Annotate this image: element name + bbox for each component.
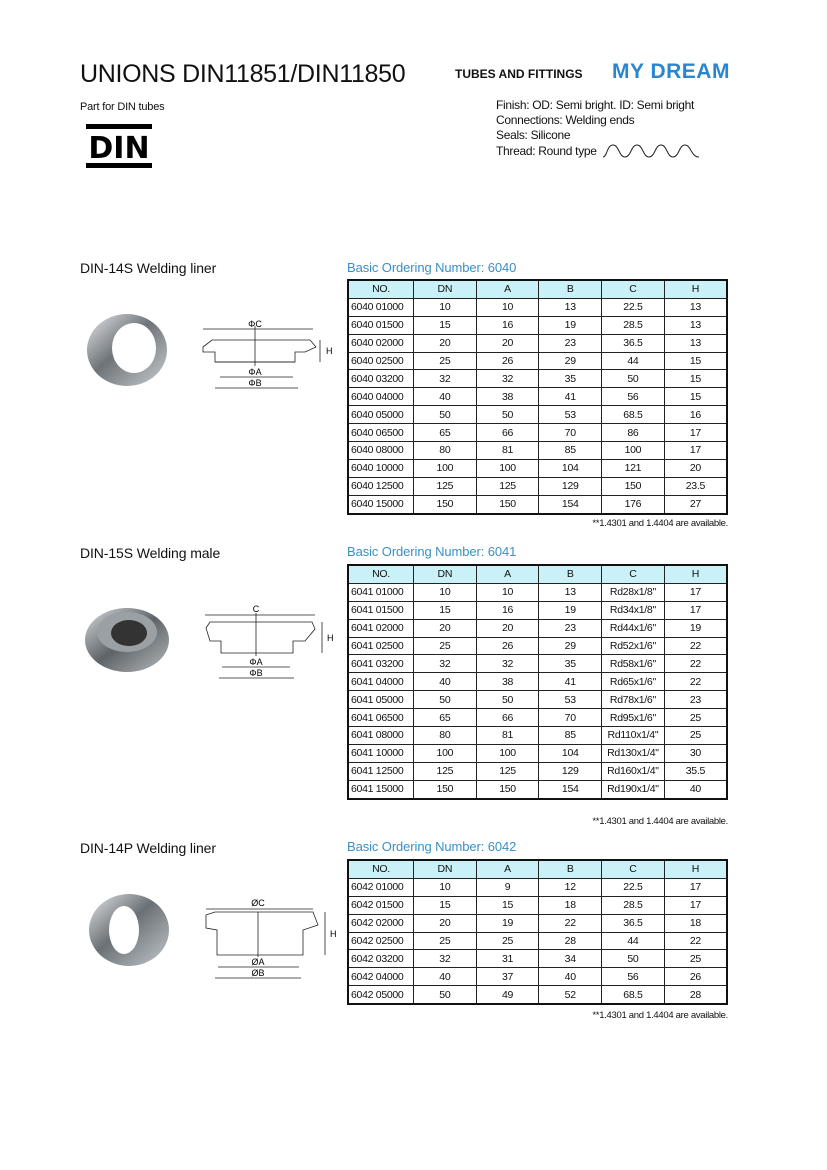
table-cell: 6041 06500 xyxy=(348,709,414,727)
table-cell: Rd58x1/6" xyxy=(602,655,665,673)
column-header: DN xyxy=(414,860,477,878)
table-cell: 125 xyxy=(476,762,539,780)
table-cell: 25 xyxy=(414,932,477,950)
material-note: **1.4301 and 1.4404 are available. xyxy=(592,518,728,529)
table-cell: 125 xyxy=(414,477,477,495)
table-row xyxy=(348,619,727,637)
table-cell: 23 xyxy=(539,619,602,637)
dim-a-label: ΦA xyxy=(248,367,262,377)
table-cell: 10 xyxy=(414,298,477,316)
table-6041 xyxy=(347,564,728,800)
table-cell: 35.5 xyxy=(664,762,727,780)
table-cell: 19 xyxy=(476,914,539,932)
table-cell: 66 xyxy=(476,709,539,727)
ordering-number-6041: Basic Ordering Number: 6041 xyxy=(347,544,517,559)
table-cell: 6041 04000 xyxy=(348,673,414,691)
table-cell: 17 xyxy=(664,601,727,619)
table-header-row xyxy=(348,565,727,583)
table-cell: 19 xyxy=(664,619,727,637)
table-cell: 104 xyxy=(539,744,602,762)
table-row xyxy=(348,388,727,406)
dim-h-label: H xyxy=(326,346,333,356)
table-cell: 40 xyxy=(414,968,477,986)
table-cell: 22.5 xyxy=(602,878,665,896)
table-cell: 50 xyxy=(602,950,665,968)
welding-male-photo xyxy=(82,600,172,680)
table-cell: 6041 10000 xyxy=(348,744,414,762)
table-cell: 104 xyxy=(539,459,602,477)
table-row xyxy=(348,762,727,780)
table-cell: 6041 15000 xyxy=(348,780,414,798)
table-cell: 70 xyxy=(539,709,602,727)
spec-thread-row xyxy=(496,143,703,159)
table-cell: 19 xyxy=(539,601,602,619)
table-cell: 65 xyxy=(414,709,477,727)
table-cell: 50 xyxy=(476,691,539,709)
dim-c-label: ØC xyxy=(251,898,265,908)
table-cell: 85 xyxy=(539,442,602,460)
table-row xyxy=(348,424,727,442)
table-cell: 26 xyxy=(476,352,539,370)
page-title: UNIONS DIN11851/DIN11850 xyxy=(80,60,406,88)
column-header: H xyxy=(664,280,727,298)
column-header: B xyxy=(539,860,602,878)
table-cell: 40 xyxy=(414,388,477,406)
subtitle: Part for DIN tubes xyxy=(80,101,165,113)
table-cell: 6042 04000 xyxy=(348,968,414,986)
table-cell: 150 xyxy=(414,780,477,798)
table-cell: 50 xyxy=(414,691,477,709)
table-cell: 125 xyxy=(476,477,539,495)
table-row xyxy=(348,316,727,334)
round-thread-icon xyxy=(601,143,703,159)
dim-h-label: H xyxy=(330,929,337,939)
table-cell: 28 xyxy=(539,932,602,950)
table-cell: 10 xyxy=(414,583,477,601)
table-cell: 86 xyxy=(602,424,665,442)
table-cell: 22 xyxy=(539,914,602,932)
table-cell: 6041 02000 xyxy=(348,619,414,637)
table-cell: 6040 12500 xyxy=(348,477,414,495)
table-cell: 22 xyxy=(664,932,727,950)
table-cell: 56 xyxy=(602,388,665,406)
table-cell: 70 xyxy=(539,424,602,442)
table-cell: 41 xyxy=(539,673,602,691)
table-cell: 23 xyxy=(539,334,602,352)
spec-seals: Seals: Silicone xyxy=(496,128,571,142)
din-logo-text: DIN xyxy=(88,131,150,166)
table-6040 xyxy=(347,279,728,515)
table-row xyxy=(348,370,727,388)
table-cell: 53 xyxy=(539,691,602,709)
table-cell: 10 xyxy=(414,878,477,896)
table-cell: 44 xyxy=(602,932,665,950)
table-cell: 53 xyxy=(539,406,602,424)
table-cell: 100 xyxy=(476,744,539,762)
table-cell: Rd95x1/6" xyxy=(602,709,665,727)
table-cell: 13 xyxy=(539,298,602,316)
table-cell: 20 xyxy=(414,619,477,637)
column-header: H xyxy=(664,860,727,878)
table-cell: 16 xyxy=(476,601,539,619)
table-cell: 6042 02500 xyxy=(348,932,414,950)
table-cell: 28.5 xyxy=(602,896,665,914)
table-cell: 22 xyxy=(664,673,727,691)
table-cell: 52 xyxy=(539,986,602,1004)
welding-male-diagram xyxy=(200,601,345,701)
column-header: C xyxy=(602,280,665,298)
table-cell: 26 xyxy=(476,637,539,655)
table-cell: 25 xyxy=(664,950,727,968)
welding-liner-photo xyxy=(82,310,172,390)
table-cell: 9 xyxy=(476,878,539,896)
table-cell: 20 xyxy=(476,619,539,637)
section-title-din14p: DIN-14P Welding liner xyxy=(80,840,216,856)
table-cell: 85 xyxy=(539,727,602,745)
table-cell: 6042 01500 xyxy=(348,896,414,914)
table-cell: 30 xyxy=(664,744,727,762)
table-cell: 6040 02000 xyxy=(348,334,414,352)
table-cell: 6041 01000 xyxy=(348,583,414,601)
table-row xyxy=(348,709,727,727)
table-cell: Rd65x1/6" xyxy=(602,673,665,691)
table-cell: 50 xyxy=(414,406,477,424)
table-cell: 40 xyxy=(664,780,727,798)
column-header: NO. xyxy=(348,565,414,583)
table-cell: 25 xyxy=(414,637,477,655)
table-cell: 6040 03200 xyxy=(348,370,414,388)
table-cell: 25 xyxy=(664,727,727,745)
table-cell: 125 xyxy=(414,762,477,780)
table-cell: 81 xyxy=(476,442,539,460)
table-cell: Rd28x1/8" xyxy=(602,583,665,601)
table-cell: 50 xyxy=(602,370,665,388)
table-cell: 32 xyxy=(476,370,539,388)
table-row xyxy=(348,744,727,762)
brand-logo: MY DREAM xyxy=(612,60,730,83)
table-cell: 6041 01500 xyxy=(348,601,414,619)
table-cell: 23 xyxy=(664,691,727,709)
spec-connections: Connections: Welding ends xyxy=(496,113,635,127)
table-row xyxy=(348,655,727,673)
table-cell: 6041 02500 xyxy=(348,637,414,655)
table-cell: 10 xyxy=(476,583,539,601)
table-cell: 6040 10000 xyxy=(348,459,414,477)
table-cell: 27 xyxy=(664,495,727,513)
table-cell: Rd52x1/6" xyxy=(602,637,665,655)
table-row xyxy=(348,896,727,914)
table-cell: 154 xyxy=(539,495,602,513)
table-row xyxy=(348,950,727,968)
table-row xyxy=(348,727,727,745)
table-cell: 49 xyxy=(476,986,539,1004)
table-cell: 17 xyxy=(664,878,727,896)
table-cell: 100 xyxy=(414,744,477,762)
table-cell: 15 xyxy=(476,896,539,914)
spec-finish: Finish: OD: Semi bright. ID: Semi bright xyxy=(496,98,695,112)
table-cell: 6040 06500 xyxy=(348,424,414,442)
table-cell: 28.5 xyxy=(602,316,665,334)
table-cell: 150 xyxy=(476,495,539,513)
table-cell: 40 xyxy=(539,968,602,986)
table-cell: 100 xyxy=(414,459,477,477)
dim-h-label: H xyxy=(327,633,334,643)
table-row xyxy=(348,986,727,1004)
table-cell: 15 xyxy=(664,370,727,388)
column-header: H xyxy=(664,565,727,583)
table-cell: Rd190x1/4" xyxy=(602,780,665,798)
table-cell: 36.5 xyxy=(602,334,665,352)
table-cell: 25 xyxy=(664,709,727,727)
dim-b-label: ØB xyxy=(251,968,265,978)
table-cell: 6042 05000 xyxy=(348,986,414,1004)
table-row xyxy=(348,495,727,513)
table-cell: 38 xyxy=(476,388,539,406)
dim-b-label: ΦB xyxy=(249,668,263,678)
table-cell: 150 xyxy=(414,495,477,513)
table-cell: 80 xyxy=(414,727,477,745)
table-cell: 150 xyxy=(602,477,665,495)
table-cell: 12 xyxy=(539,878,602,896)
table-cell: 6042 03200 xyxy=(348,950,414,968)
spec-thread: Thread: Round type xyxy=(496,143,597,158)
table-cell: 6041 12500 xyxy=(348,762,414,780)
table-row xyxy=(348,914,727,932)
welding-liner-diagram xyxy=(198,316,343,416)
dim-c-label: C xyxy=(252,604,260,614)
column-header: DN xyxy=(414,280,477,298)
table-row xyxy=(348,780,727,798)
table-cell: 100 xyxy=(476,459,539,477)
spec-list xyxy=(496,98,703,159)
table-cell: 29 xyxy=(539,352,602,370)
table-row xyxy=(348,442,727,460)
table-cell: 81 xyxy=(476,727,539,745)
table-cell: 15 xyxy=(414,316,477,334)
column-header: DN xyxy=(414,565,477,583)
table-cell: 38 xyxy=(476,673,539,691)
table-cell: 32 xyxy=(476,655,539,673)
table-cell: 17 xyxy=(664,424,727,442)
ordering-number-6042: Basic Ordering Number: 6042 xyxy=(347,839,517,854)
table-row xyxy=(348,691,727,709)
table-cell: 6040 02500 xyxy=(348,352,414,370)
table-cell: 29 xyxy=(539,637,602,655)
table-cell: Rd160x1/4" xyxy=(602,762,665,780)
table-cell: 32 xyxy=(414,370,477,388)
table-cell: 150 xyxy=(476,780,539,798)
table-cell: Rd78x1/6" xyxy=(602,691,665,709)
table-cell: 23.5 xyxy=(664,477,727,495)
column-header: B xyxy=(539,280,602,298)
table-cell: 16 xyxy=(476,316,539,334)
table-cell: 6041 05000 xyxy=(348,691,414,709)
table-cell: 10 xyxy=(476,298,539,316)
table-cell: 19 xyxy=(539,316,602,334)
table-cell: 50 xyxy=(414,986,477,1004)
column-header: C xyxy=(602,860,665,878)
table-row xyxy=(348,298,727,316)
table-cell: 16 xyxy=(664,406,727,424)
column-header: A xyxy=(476,860,539,878)
table-cell: Rd44x1/6" xyxy=(602,619,665,637)
table-row xyxy=(348,352,727,370)
welding-liner-p-diagram xyxy=(203,895,348,995)
table-cell: Rd130x1/4" xyxy=(602,744,665,762)
table-cell: 17 xyxy=(664,442,727,460)
table-cell: 20 xyxy=(476,334,539,352)
column-header: C xyxy=(602,565,665,583)
welding-liner-p-photo xyxy=(84,890,174,970)
table-cell: 22.5 xyxy=(602,298,665,316)
table-row xyxy=(348,637,727,655)
table-cell: 6040 01500 xyxy=(348,316,414,334)
table-cell: 34 xyxy=(539,950,602,968)
table-cell: 37 xyxy=(476,968,539,986)
table-cell: 13 xyxy=(664,298,727,316)
table-cell: 17 xyxy=(664,896,727,914)
table-cell: 66 xyxy=(476,424,539,442)
table-cell: 17 xyxy=(664,583,727,601)
table-cell: Rd34x1/8" xyxy=(602,601,665,619)
table-cell: 6040 01000 xyxy=(348,298,414,316)
table-cell: 25 xyxy=(476,932,539,950)
table-row xyxy=(348,583,727,601)
table-cell: 6042 01000 xyxy=(348,878,414,896)
table-row xyxy=(348,968,727,986)
table-cell: 15 xyxy=(414,601,477,619)
table-row xyxy=(348,673,727,691)
column-header: NO. xyxy=(348,860,414,878)
table-cell: 129 xyxy=(539,477,602,495)
table-cell: 154 xyxy=(539,780,602,798)
table-row xyxy=(348,406,727,424)
table-cell: 15 xyxy=(664,352,727,370)
table-cell: 15 xyxy=(414,896,477,914)
table-cell: 40 xyxy=(414,673,477,691)
material-note: **1.4301 and 1.4404 are available. xyxy=(592,816,728,827)
table-cell: 18 xyxy=(664,914,727,932)
table-cell: 18 xyxy=(539,896,602,914)
table-cell: 13 xyxy=(539,583,602,601)
column-header: B xyxy=(539,565,602,583)
column-header: A xyxy=(476,565,539,583)
table-cell: 26 xyxy=(664,968,727,986)
table-cell: 6040 05000 xyxy=(348,406,414,424)
table-header-row xyxy=(348,280,727,298)
dim-b-label: ΦB xyxy=(248,378,262,388)
material-note: **1.4301 and 1.4404 are available. xyxy=(592,1010,728,1021)
column-header: NO. xyxy=(348,280,414,298)
table-cell: 22 xyxy=(664,655,727,673)
table-cell: 20 xyxy=(414,914,477,932)
table-cell: 36.5 xyxy=(602,914,665,932)
din-logo xyxy=(86,124,152,168)
table-cell: 6041 03200 xyxy=(348,655,414,673)
table-cell: 6040 08000 xyxy=(348,442,414,460)
table-cell: 31 xyxy=(476,950,539,968)
table-header-row xyxy=(348,860,727,878)
table-cell: 6040 15000 xyxy=(348,495,414,513)
table-cell: 25 xyxy=(414,352,477,370)
table-cell: 68.5 xyxy=(602,986,665,1004)
table-cell: 6041 08000 xyxy=(348,727,414,745)
table-cell: 20 xyxy=(664,459,727,477)
table-row xyxy=(348,878,727,896)
table-cell: 6040 04000 xyxy=(348,388,414,406)
dim-c-label: ΦC xyxy=(248,319,262,329)
table-cell: 41 xyxy=(539,388,602,406)
category-label: TUBES AND FITTINGS xyxy=(455,67,583,81)
table-6042 xyxy=(347,859,728,1005)
table-cell: 35 xyxy=(539,655,602,673)
table-cell: 28 xyxy=(664,986,727,1004)
table-row xyxy=(348,334,727,352)
table-cell: 13 xyxy=(664,316,727,334)
table-cell: 32 xyxy=(414,655,477,673)
table-cell: 44 xyxy=(602,352,665,370)
table-cell: 15 xyxy=(664,388,727,406)
table-cell: 50 xyxy=(476,406,539,424)
table-cell: 32 xyxy=(414,950,477,968)
table-cell: 35 xyxy=(539,370,602,388)
table-cell: 80 xyxy=(414,442,477,460)
ordering-number-6040: Basic Ordering Number: 6040 xyxy=(347,260,517,275)
table-cell: 68.5 xyxy=(602,406,665,424)
table-row xyxy=(348,459,727,477)
section-title-din14s: DIN-14S Welding liner xyxy=(80,260,217,276)
section-title-din15s: DIN-15S Welding male xyxy=(80,545,221,561)
table-cell: 22 xyxy=(664,637,727,655)
column-header: A xyxy=(476,280,539,298)
table-row xyxy=(348,932,727,950)
table-cell: Rd110x1/4" xyxy=(602,727,665,745)
table-cell: 65 xyxy=(414,424,477,442)
table-cell: 121 xyxy=(602,459,665,477)
table-cell: 100 xyxy=(602,442,665,460)
dim-a-label: ΦA xyxy=(249,657,263,667)
dim-a-label: ØA xyxy=(251,957,265,967)
table-cell: 176 xyxy=(602,495,665,513)
table-cell: 56 xyxy=(602,968,665,986)
table-cell: 13 xyxy=(664,334,727,352)
table-cell: 20 xyxy=(414,334,477,352)
table-row xyxy=(348,477,727,495)
table-cell: 6042 02000 xyxy=(348,914,414,932)
table-row xyxy=(348,601,727,619)
table-cell: 129 xyxy=(539,762,602,780)
